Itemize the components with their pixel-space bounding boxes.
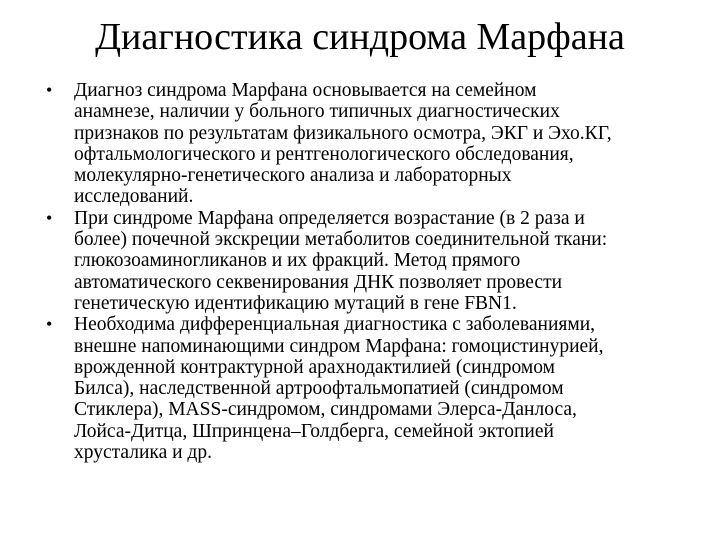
bullet-dot: •	[46, 80, 53, 100]
bullet-list	[46, 80, 686, 463]
bullet-line: анамнезе, наличии у больного типичных диагностических	[74, 101, 560, 123]
slide-title: Диагностика синдрома Марфана	[95, 16, 625, 58]
bullet-line: внешне напоминающими синдром Марфана: гомоцистинурией,	[74, 335, 604, 357]
bullet-item-2	[46, 208, 686, 314]
bullet-line: признаков по результатам физикального осмотра, ЭКГ и Эхо.КГ,	[74, 122, 612, 144]
bullet-line: автоматического секвенирования ДНК позволяет провести	[74, 271, 563, 293]
bullet-text	[74, 208, 686, 314]
bullet-line: глюкозоаминогликанов и их фракций. Метод прямого	[74, 250, 521, 272]
bullet-line: Билса), наследственной артроофтальмопатией (синдромом	[74, 378, 564, 400]
bullet-dot: •	[46, 207, 53, 228]
bullet-line: Диагноз синдрома Марфана основывается на семейном	[74, 80, 537, 101]
bullet-line: Необходима дифференциальная диагностика с заболеваниями,	[74, 314, 596, 336]
bullet-dot: •	[46, 314, 53, 335]
bullet-line: генетическую идентификацию мутаций в гене FBN1.	[74, 292, 517, 314]
bullet-line: более) почечной экскреции метаболитов соединительной ткани:	[74, 229, 608, 251]
bullet-line: молекулярно-генетического анализа и лабораторных	[74, 165, 512, 187]
bullet-line: офтальмологического и рентгенологического обследования,	[74, 143, 574, 165]
bullet-line: исследований.	[74, 186, 194, 208]
bullet-line: хрусталика и др.	[74, 442, 212, 464]
bullet-line: Стиклера), MASS-синдромом, синдромами Элерса-Данлоса,	[74, 399, 577, 421]
bullet-line: врожденной контрактурной арахнодактилией (синдромом	[74, 356, 555, 378]
bullet-item-3	[46, 314, 686, 463]
bullet-item-1	[46, 80, 686, 208]
bullet-text	[74, 80, 686, 208]
bullet-text	[74, 314, 686, 463]
bullet-line: Лойса-Дитца, Шпринцена–Голдберга, семейной эктопией	[74, 420, 554, 442]
bullet-line: При синдроме Марфана определяется возрастание (в 2 раза и	[74, 207, 585, 229]
